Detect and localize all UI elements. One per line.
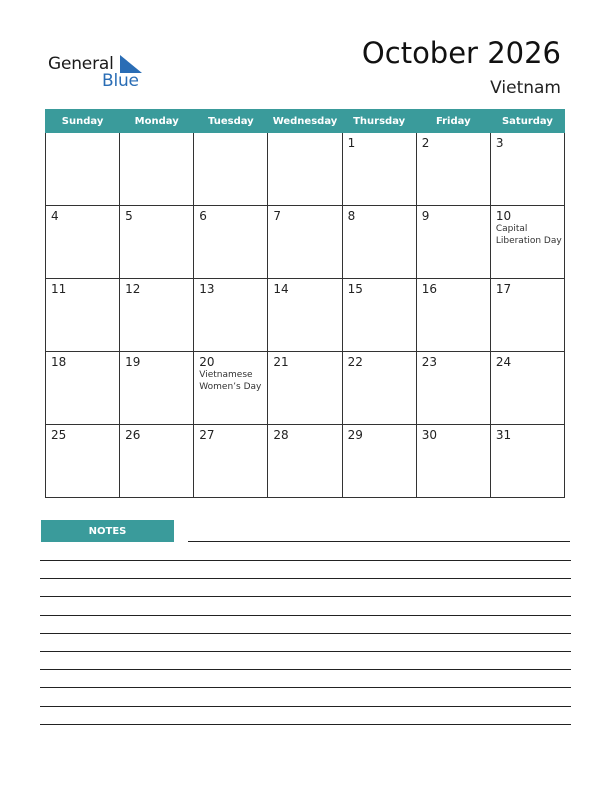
day-number: 30 bbox=[421, 428, 437, 442]
day-cell bbox=[416, 133, 490, 206]
day-cell bbox=[416, 425, 490, 498]
weekday-sunday: Sunday bbox=[46, 110, 120, 133]
day-cell bbox=[342, 206, 416, 279]
day-cell bbox=[120, 279, 194, 352]
day-number: 18 bbox=[51, 355, 67, 369]
day-number: 11 bbox=[51, 282, 67, 296]
day-cell bbox=[342, 425, 416, 498]
day-cell bbox=[120, 352, 194, 425]
note-line bbox=[40, 651, 571, 652]
note-line bbox=[40, 615, 571, 616]
note-line bbox=[188, 541, 570, 542]
day-number: 8 bbox=[347, 209, 356, 223]
day-number: 1 bbox=[347, 136, 356, 150]
notes-label: NOTES bbox=[41, 520, 174, 542]
day-cell bbox=[194, 133, 268, 206]
day-cell bbox=[416, 206, 490, 279]
day-cell bbox=[46, 133, 120, 206]
day-number: 7 bbox=[273, 209, 282, 223]
day-cell bbox=[268, 206, 342, 279]
day-number: 3 bbox=[495, 136, 504, 150]
day-cell bbox=[46, 206, 120, 279]
day-number: 20 bbox=[199, 355, 215, 369]
day-cell bbox=[194, 206, 268, 279]
day-cell bbox=[120, 206, 194, 279]
day-cell bbox=[342, 352, 416, 425]
note-line bbox=[40, 669, 571, 670]
day-cell bbox=[46, 425, 120, 498]
note-line bbox=[40, 633, 571, 634]
day-cell bbox=[194, 352, 268, 425]
day-number: 9 bbox=[421, 209, 430, 223]
week-row bbox=[46, 352, 565, 425]
weekday-header-row bbox=[46, 110, 565, 133]
day-number: 4 bbox=[51, 209, 59, 223]
note-line bbox=[40, 687, 571, 688]
logo-blue-text: Blue bbox=[102, 71, 139, 91]
day-cell bbox=[268, 425, 342, 498]
day-number: 29 bbox=[347, 428, 363, 442]
day-cell bbox=[342, 133, 416, 206]
weekday-tuesday: Tuesday bbox=[194, 110, 268, 133]
day-cell bbox=[416, 352, 490, 425]
day-number: 2 bbox=[421, 136, 430, 150]
week-row bbox=[46, 206, 565, 279]
day-number: 23 bbox=[421, 355, 437, 369]
note-line bbox=[40, 706, 571, 707]
weekday-thursday: Thursday bbox=[342, 110, 416, 133]
day-cell bbox=[490, 425, 564, 498]
week-row bbox=[46, 425, 565, 498]
weekday-saturday: Saturday bbox=[490, 110, 564, 133]
month-year-title: October 2026 bbox=[361, 36, 561, 70]
note-line bbox=[40, 596, 571, 597]
day-cell bbox=[268, 133, 342, 206]
day-number: 19 bbox=[125, 355, 141, 369]
day-cell bbox=[490, 279, 564, 352]
generalblue-logo bbox=[48, 52, 148, 92]
day-number: 26 bbox=[125, 428, 141, 442]
day-number: 27 bbox=[199, 428, 215, 442]
day-cell bbox=[490, 206, 564, 279]
day-cell bbox=[416, 279, 490, 352]
day-cell bbox=[194, 279, 268, 352]
day-cell bbox=[46, 352, 120, 425]
day-number: 24 bbox=[495, 355, 512, 369]
day-number: 15 bbox=[347, 282, 363, 296]
day-cell bbox=[46, 279, 120, 352]
day-number: 21 bbox=[273, 355, 289, 369]
day-cell bbox=[490, 133, 564, 206]
week-row bbox=[46, 279, 565, 352]
note-line bbox=[40, 560, 571, 561]
holiday-label: Vietnamese Women’s Day bbox=[199, 370, 262, 392]
day-number: 17 bbox=[495, 282, 512, 296]
holiday-label: Capital Liberation Day bbox=[495, 224, 562, 246]
day-cell bbox=[194, 425, 268, 498]
weekday-friday: Friday bbox=[416, 110, 490, 133]
day-number: 31 bbox=[495, 428, 512, 442]
day-cell bbox=[268, 352, 342, 425]
week-row bbox=[46, 133, 565, 206]
day-number: 6 bbox=[199, 209, 207, 223]
day-number: 22 bbox=[347, 355, 363, 369]
day-cell bbox=[490, 352, 564, 425]
day-number: 10 bbox=[495, 209, 512, 223]
note-line bbox=[40, 578, 571, 579]
day-number: 16 bbox=[421, 282, 437, 296]
day-cell bbox=[120, 133, 194, 206]
day-number: 25 bbox=[51, 428, 67, 442]
calendar-grid bbox=[45, 109, 565, 498]
day-cell bbox=[268, 279, 342, 352]
day-number: 28 bbox=[273, 428, 289, 442]
logo-general-text: General bbox=[48, 54, 114, 74]
day-cell bbox=[120, 425, 194, 498]
weekday-monday: Monday bbox=[120, 110, 194, 133]
weekday-wednesday: Wednesday bbox=[268, 110, 342, 133]
day-number: 12 bbox=[125, 282, 141, 296]
day-number: 13 bbox=[199, 282, 215, 296]
day-number: 5 bbox=[125, 209, 133, 223]
note-line bbox=[40, 724, 571, 725]
day-number: 14 bbox=[273, 282, 289, 296]
day-cell bbox=[342, 279, 416, 352]
country-subtitle: Vietnam bbox=[490, 78, 561, 98]
